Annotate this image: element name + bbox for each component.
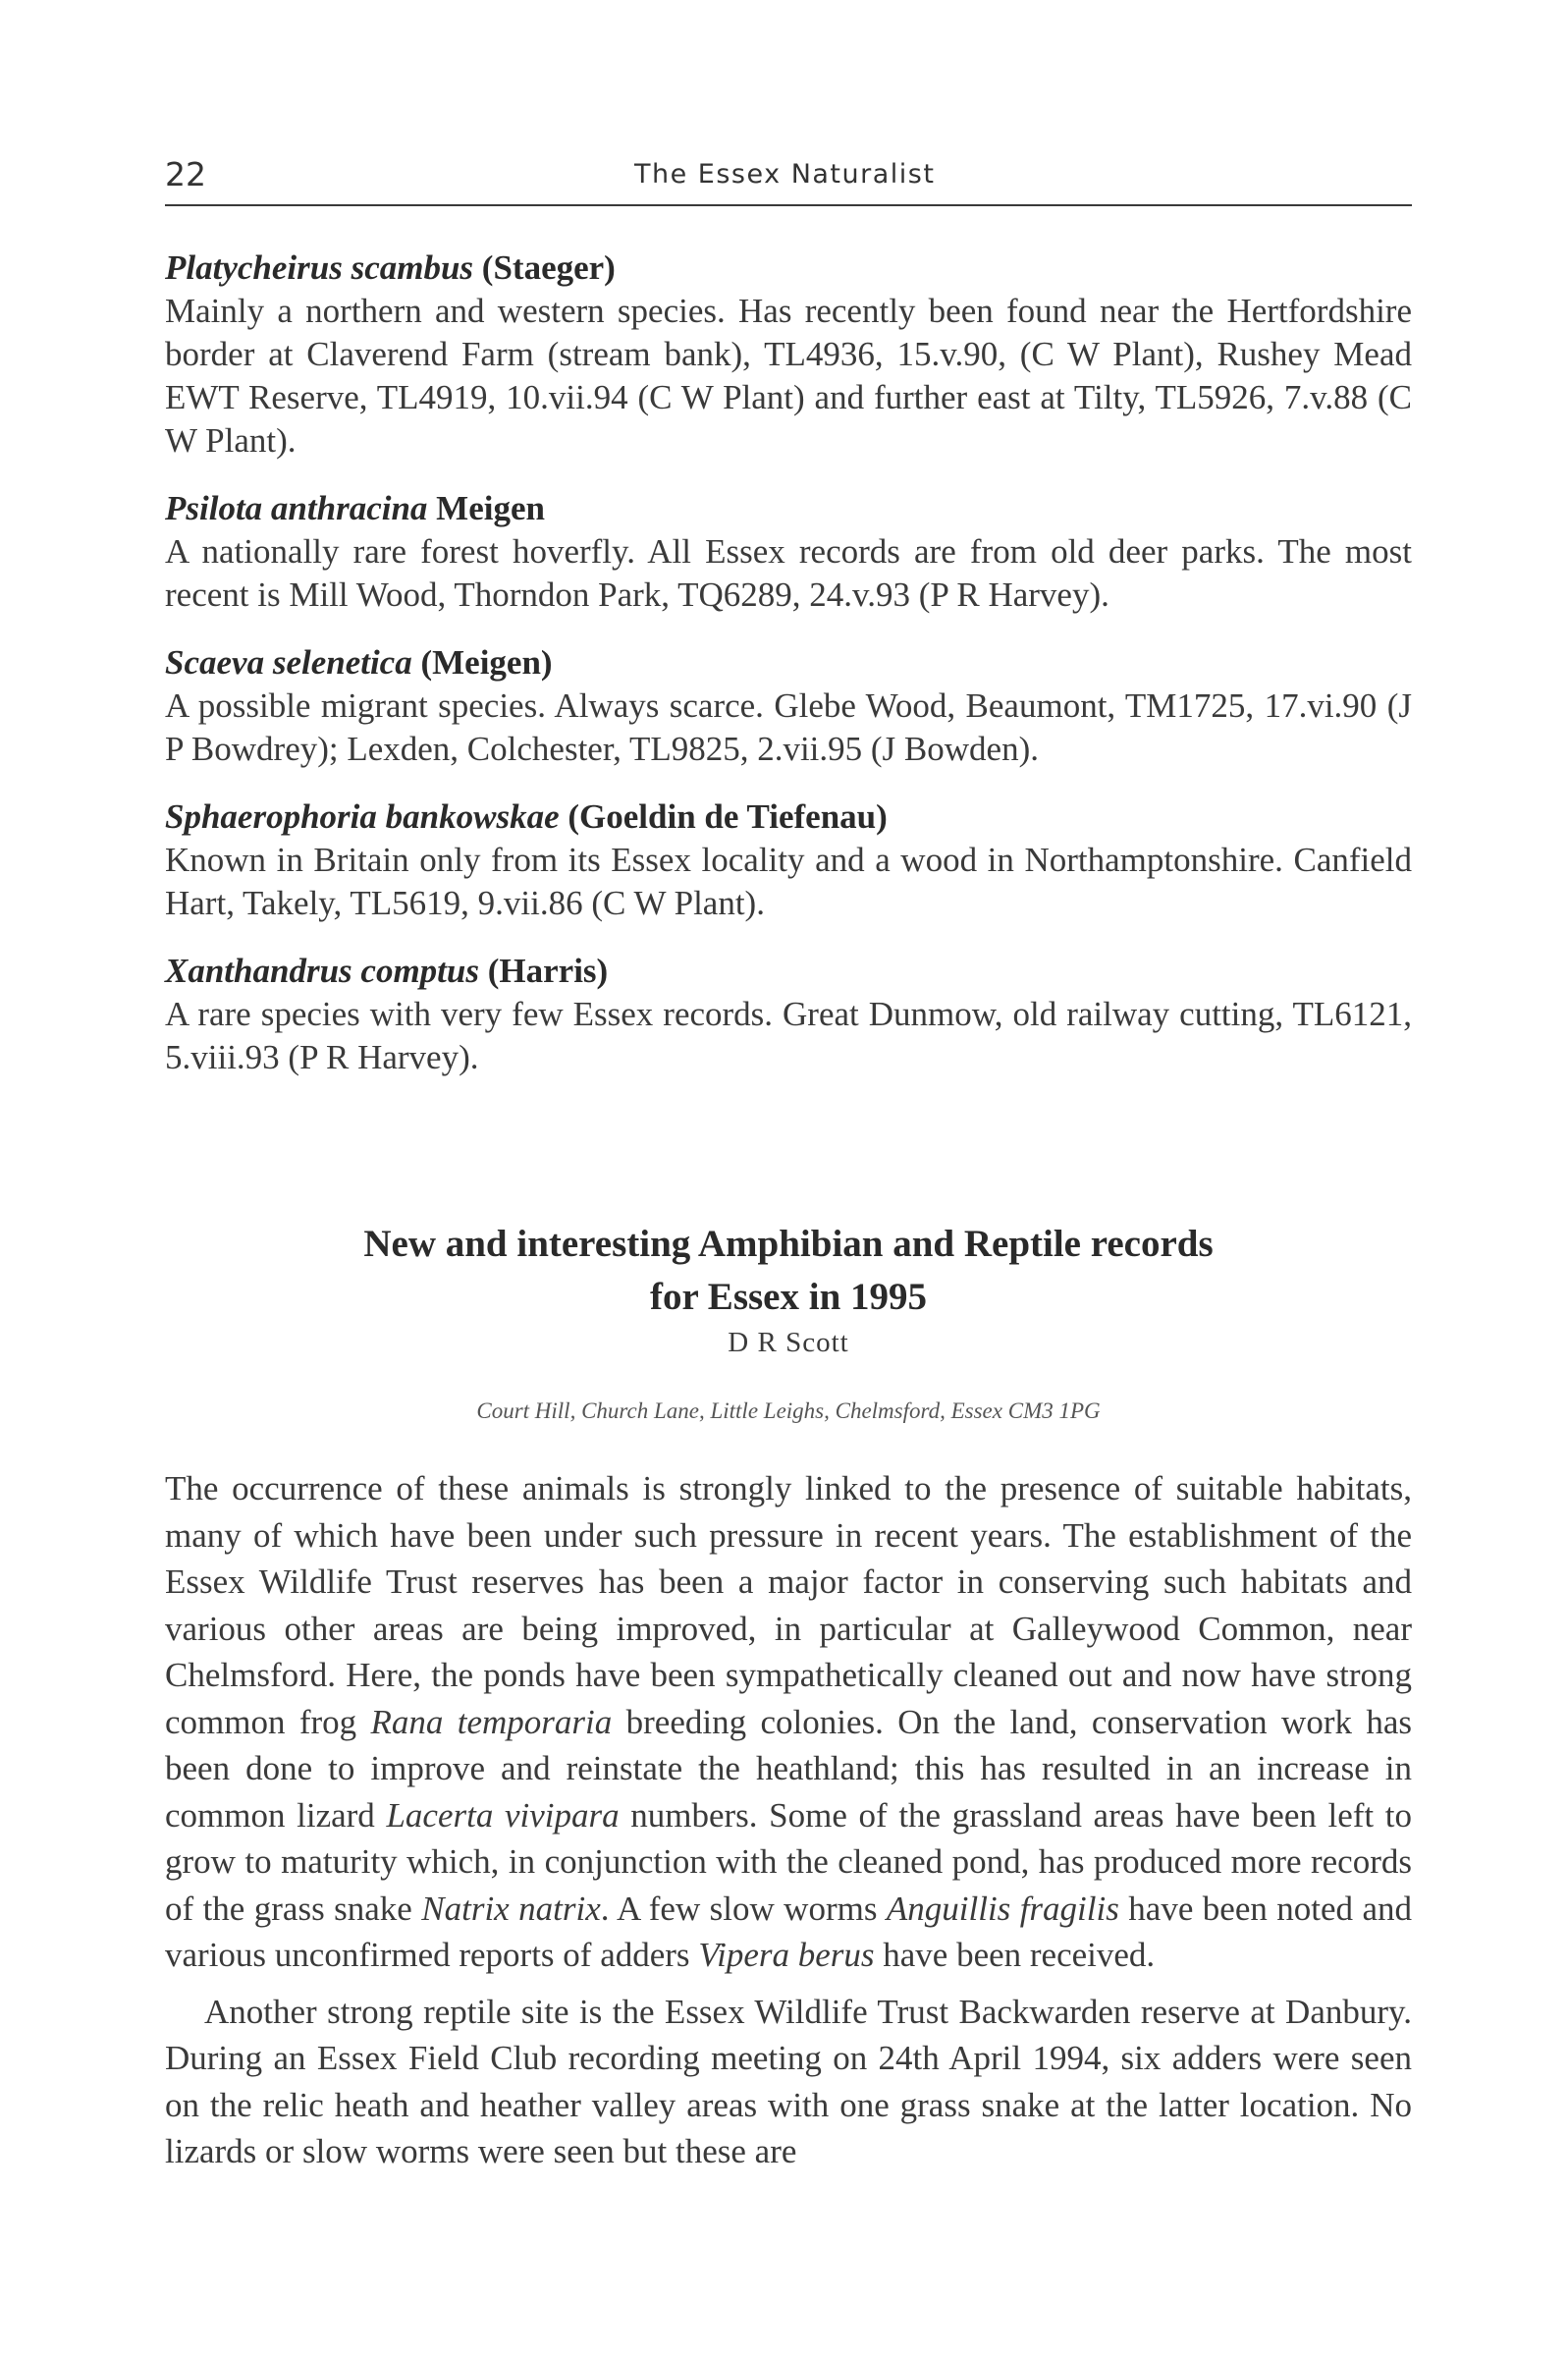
text-run: breeding colonies. On the land, conservation work has been done to improve and reinstate the heathland; this has resulted in an increase in common lizard: [165, 1702, 1412, 1835]
article-author: D R Scott: [728, 1327, 849, 1358]
journal-title: The Essex Naturalist: [634, 159, 936, 190]
species-description: Known in Britain only from its Essex locality and a wood in Northamptonshire. Canfield Hart, Takely, TL5619, 9.vii.86 (C W Plant).: [165, 841, 1412, 922]
running-head: [165, 155, 1412, 204]
species-list: [165, 246, 1412, 1103]
body-paragraph: Another strong reptile site is the Essex Wildlife Trust Backwarden reserve at Danbury. During an Essex Field Club recording meeting on 24th April 1994, six adders were seen on the relic heath and heather valley areas with one grass snake at the latter location. No lizards or slow worms were seen but these are: [165, 1992, 1412, 2170]
species-description: A nationally rare forest hoverfly. All Essex records are from old deer parks. The most recent is Mill Wood, Thorndon Park, TQ6289, 24.v.93 (P R Harvey).: [165, 532, 1412, 614]
article-title-line-1: New and interesting Amphibian and Reptile records: [363, 1223, 1214, 1265]
species-entry: [165, 794, 1412, 925]
text-run: The occurrence of these animals is strongly linked to the presence of suitable habitats, many of which have been under such pressure in recent years. The establishment of the Essex Wildlife Trust reserves has been a major factor in conserving such habitats and various other areas are being improved, in particular at Galleywood Common, near Chelmsford. Here, the ponds have been sympathetically cleaned out and now have strong common frog: [165, 1469, 1412, 1741]
species-authority: (Harris): [487, 952, 609, 990]
species-entry: [165, 246, 1412, 463]
species-name: Psilota anthracina: [165, 489, 428, 527]
species-name: Sphaerophoria bankowskae: [165, 797, 560, 836]
text-run: have been received.: [874, 1936, 1156, 1974]
species-entry: [165, 949, 1412, 1079]
article-title: [165, 1218, 1412, 1324]
species-entry: [165, 486, 1412, 617]
species-description: Mainly a northern and western species. Has recently been found near the Hertfordshire border at Claverend Farm (stream bank), TL4936, 15.v.90, (C W Plant), Rushey Mead EWT Reserve, TL4919, 10.vii.94 (C W Plant) and further east at Tilty, TL5926, 7.v.88 (C W Plant).: [165, 292, 1412, 460]
species-heading: [165, 486, 1412, 530]
species-authority: (Staeger): [481, 248, 616, 287]
article: [165, 1218, 1412, 2185]
species-name-italic: Vipera berus: [698, 1936, 875, 1974]
species-heading: [165, 949, 1412, 993]
species-authority: (Goeldin de Tiefenau): [568, 797, 888, 836]
species-name: Xanthandrus comptus: [165, 952, 479, 990]
author-address: Court Hill, Church Lane, Little Leighs, Chelmsford, Essex CM3 1PG: [476, 1398, 1101, 1423]
article-title-line-2: for Essex in 1995: [649, 1276, 928, 1318]
species-name-italic: Anguillis fragilis: [886, 1889, 1119, 1928]
species-name-italic: Rana temporaria: [370, 1702, 613, 1741]
species-authority: Meigen: [436, 489, 545, 527]
species-description: A rare species with very few Essex records. Great Dunmow, old railway cutting, TL6121, 5.viii.93 (P R Harvey).: [165, 995, 1412, 1076]
text-run: numbers. Some of the grassland areas have been left to grow to maturity which, in conjunction with the cleaned pond, has produced more records of the grass snake: [165, 1795, 1412, 1928]
species-name: Scaeva selenetica: [165, 643, 412, 682]
text-run: have been noted and various unconfirmed reports of adders: [165, 1889, 1412, 1974]
species-description: A possible migrant species. Always scarce. Glebe Wood, Beaumont, TM1725, 17.vi.90 (J P Bowdrey); Lexden, Colchester, TL9825, 2.vii.95 (J Bowden).: [165, 686, 1412, 768]
species-heading: [165, 246, 1412, 290]
species-authority: (Meigen): [420, 643, 553, 682]
species-heading: [165, 794, 1412, 839]
body-paragraph: [165, 1465, 1412, 1979]
species-name-italic: Lacerta vivipara: [386, 1795, 620, 1835]
text-run: . A few slow worms: [600, 1889, 887, 1928]
header-rule: [165, 204, 1412, 206]
species-entry: [165, 640, 1412, 771]
page-number: 22: [165, 155, 206, 193]
species-name: Platycheirus scambus: [165, 248, 474, 287]
species-heading: [165, 640, 1412, 685]
species-name-italic: Natrix natrix: [421, 1889, 601, 1928]
